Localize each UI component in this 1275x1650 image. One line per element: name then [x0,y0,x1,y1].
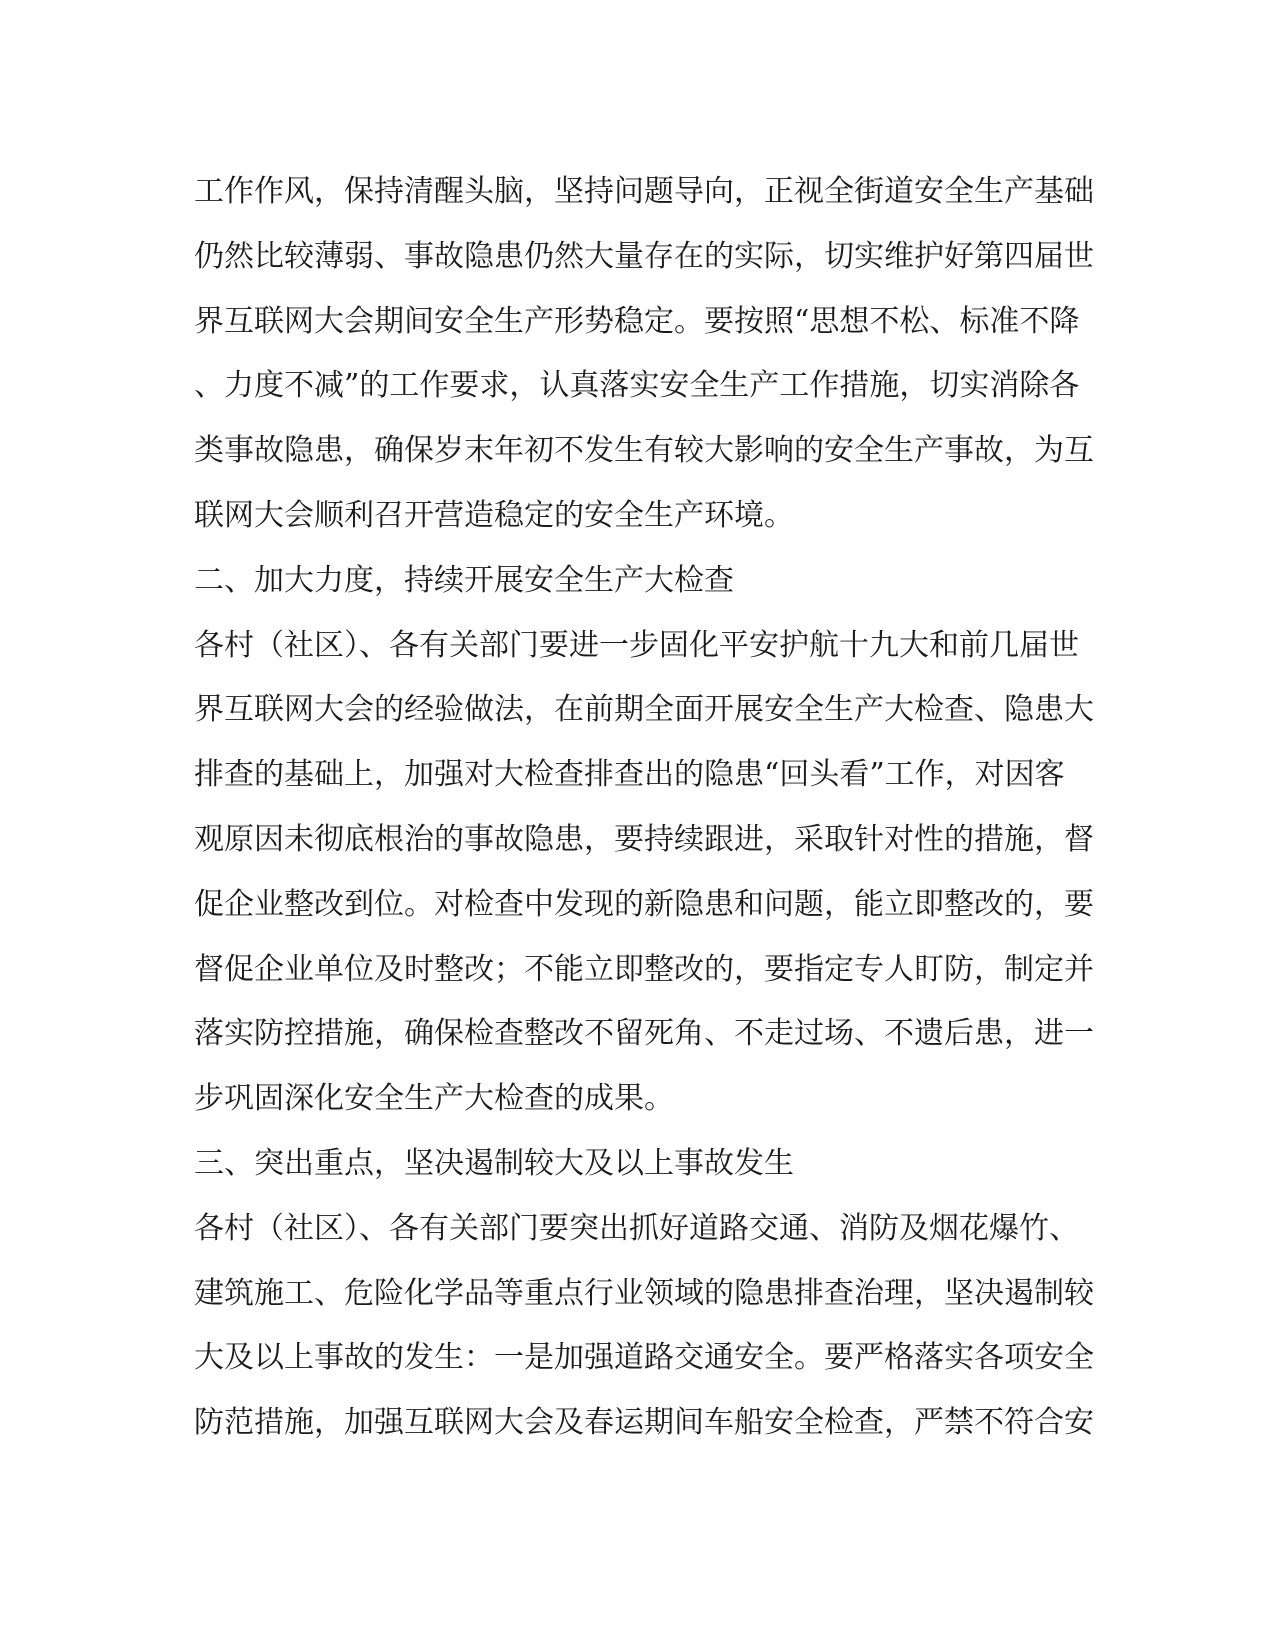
body-line: 步巩固深化安全生产大检查的成果。 [194,1081,674,1117]
body-line: 类事故隐患，确保岁末年初不发生有较大影响的安全生产事故，为互 [194,433,1094,469]
body-line: 界互联网大会的经验做法，在前期全面开展安全生产大检查、隐患大 [194,692,1094,728]
body-line: 建筑施工、危险化学品等重点行业领域的隐患排查治理，坚决遏制较 [194,1275,1094,1311]
body-line: 观原因未彻底根治的事故隐患，要持续跟进，采取针对性的措施，督 [194,821,1094,857]
body-line: 落实防控措施，确保检查整改不留死角、不走过场、不遗后患，进一 [194,1016,1094,1052]
body-line: 联网大会顺利召开营造稳定的安全生产环境。 [194,497,794,533]
document-body [194,160,1094,1456]
body-line: 界互联网大会期间安全生产形势稳定。要按照“思想不松、标准不降 [194,303,1080,339]
body-line: 、力度不减”的工作要求，认真落实安全生产工作措施，切实消除各 [194,368,1080,404]
section-heading-2: 二、加大力度，持续开展安全生产大检查 [194,562,734,598]
body-line: 督促企业单位及时整改；不能立即整改的，要指定专人盯防，制定并 [194,951,1094,987]
body-line: 大及以上事故的发生：一是加强道路交通安全。要严格落实各项安全 [194,1340,1094,1376]
body-line: 促企业整改到位。对检查中发现的新隐患和问题，能立即整改的，要 [194,886,1094,922]
body-line: 各村（社区）、各有关部门要进一步固化平安护航十九大和前几届世 [194,627,1079,663]
body-line: 仍然比较薄弱、事故隐患仍然大量存在的实际，切实维护好第四届世 [194,238,1094,274]
body-line: 防范措施，加强互联网大会及春运期间车船安全检查，严禁不符合安 [194,1405,1094,1441]
body-line: 工作作风，保持清醒头脑，坚持问题导向，正视全街道安全生产基础 [194,174,1094,209]
body-line: 排查的基础上，加强对大检查排查出的隐患“回头看”工作，对因客 [194,757,1065,793]
section-heading-3: 三、突出重点，坚决遏制较大及以上事故发生 [194,1145,794,1181]
body-line: 各村（社区）、各有关部门要突出抓好道路交通、消防及烟花爆竹、 [194,1210,1079,1246]
